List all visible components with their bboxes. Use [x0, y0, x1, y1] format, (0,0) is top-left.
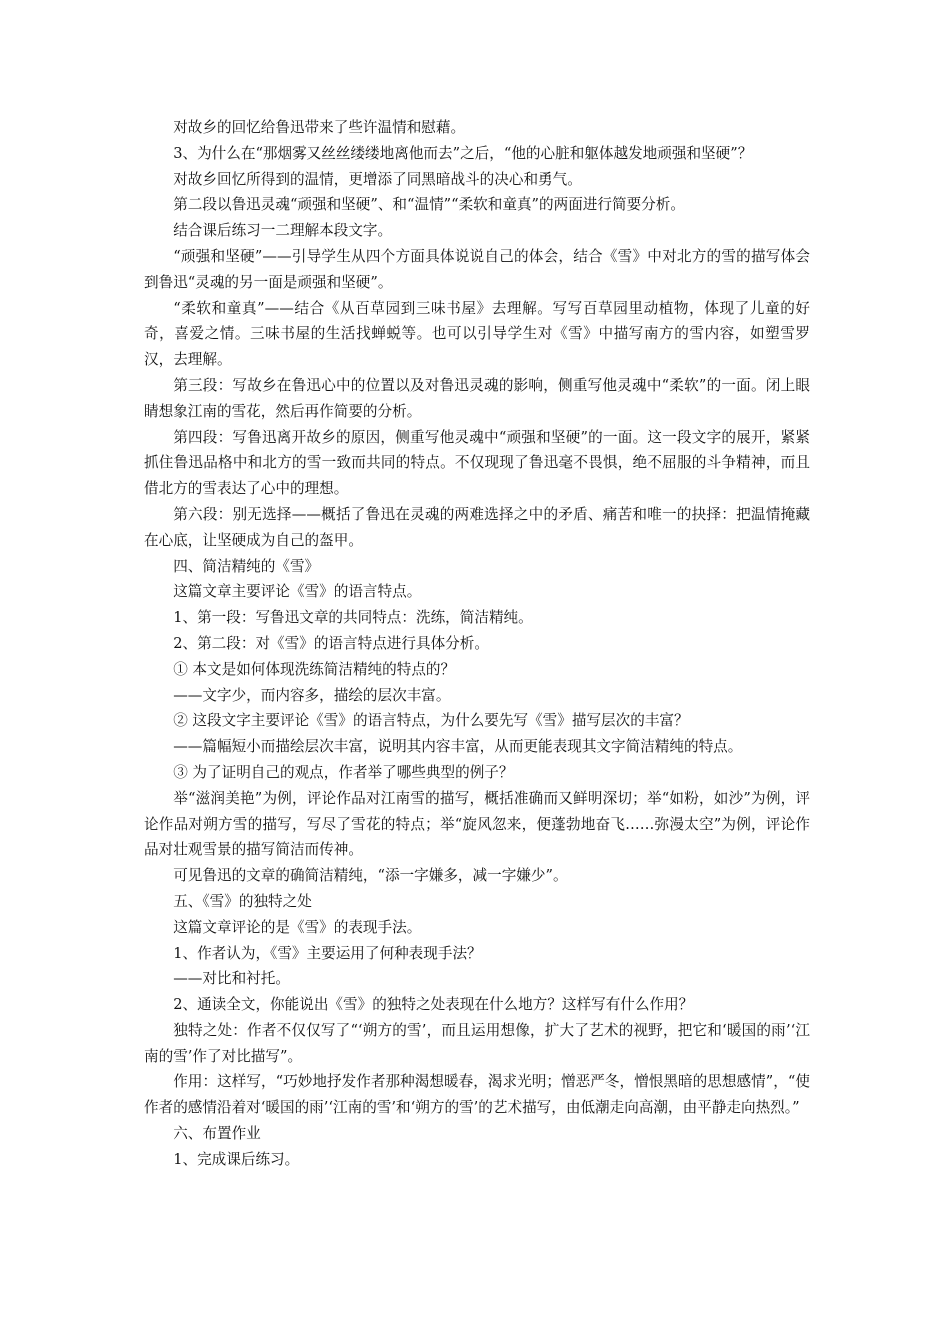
paragraph: 第四段：写鲁迅离开故乡的原因，侧重写他灵魂中“顽强和坚硬”的一面。这一段文字的展开，紧紧抓住鲁迅品格中和北方的雪一致而共同的特点。不仅现现了鲁迅毫不畏惧，绝不屈服的斗争精神，而且借北方的雪表达了心中的理想。 — [144, 428, 810, 498]
answer: ——对比和衬托。 — [173, 970, 290, 988]
question: ① 本文是如何体现洗练简洁精纯的特点的？ — [173, 660, 456, 678]
question: ③ 为了证明自己的观点，作者举了哪些典型的例子？ — [173, 763, 514, 781]
paragraph: 第六段：别无选择——概括了鲁迅在灵魂的两难选择之中的矛盾、痛苦和唯一的抉择：把温情掩藏在心底，让坚硬成为自己的盔甲。 — [144, 505, 810, 549]
paragraph: 1、第一段：写鲁迅文章的共同特点：洗练，简洁精纯。 — [173, 609, 533, 627]
paragraph: 对故乡的回忆给鲁迅带来了些许温情和慰藉。 — [173, 119, 466, 136]
section-heading: 四、简洁精纯的《雪》 — [173, 557, 320, 575]
paragraph: 对故乡回忆所得到的温情，更增添了同黑暗战斗的决心和勇气。 — [173, 170, 582, 188]
question: 1、作者认为，《雪》主要运用了何种表现手法？ — [173, 944, 482, 962]
question: ② 这段文字主要评论《雪》的语言特点，为什么要先写《雪》描写层次的丰富？ — [173, 712, 689, 730]
answer: 独特之处：作者不仅仅写了“‘朔方的雪’，而且运用想像，扩大了艺术的视野，把它和‘暖国的雨’‘江南的雪’作了对比描写”。 — [144, 1021, 810, 1065]
paragraph: “柔软和童真”——结合《从百草园到三味书屋》去理解。写写百草园里动植物，体现了儿童的好奇，喜爱之情。三味书屋的生活找蝉蜕等。也可以引导学生对《雪》中描写南方的雪内容，如塑雪罗汉，去理解。 — [144, 299, 810, 369]
paragraph: 这篇文章主要评论《雪》的语言特点。 — [173, 583, 422, 601]
paragraph: 2、第二段：对《雪》的语言特点进行具体分析。 — [173, 634, 489, 652]
section-heading: 六、布置作业 — [173, 1125, 261, 1143]
answer: ——篇幅短小而描绘层次丰富，说明其内容丰富，从而更能表现其文字简洁精纯的特点。 — [173, 738, 743, 756]
answer: 作用：这样写，“巧妙地抒发作者那种渴想暖春，渴求光明；憎恶严冬，憎恨黑暗的思想感情”，“使作者的感情沿着对‘暖国的雨’‘江南的雪’和‘朔方的雪’的艺术描写，由低潮走向高潮，由平静走向热烈。” — [144, 1073, 810, 1117]
question: 2、通读全文，你能说出《雪》的独特之处表现在什么地方？这样写有什么作用？ — [173, 996, 694, 1014]
paragraph: 结合课后练习一二理解本段文字。 — [173, 222, 393, 240]
paragraph: 这篇文章评论的是《雪》的表现手法。 — [173, 918, 422, 936]
answer: ——文字少，而内容多，描绘的层次丰富。 — [173, 686, 451, 704]
paragraph: 第二段以鲁迅灵魂“顽强和坚硬”、和“温情”“柔软和童真”的两面进行简要分析。 — [173, 196, 685, 214]
paragraph: 第三段：写故乡在鲁迅心中的位置以及对鲁迅灵魂的影响，侧重写他灵魂中“柔软”的一面。闭上眼睛想象江南的雪花，然后再作简要的分析。 — [144, 376, 810, 420]
paragraph: 3、为什么在“那烟雾又丝丝缕缕地离他而去”之后，“他的心脏和躯体越发地顽强和坚硬”？ — [173, 144, 753, 162]
paragraph: 1、完成课后练习。 — [173, 1150, 300, 1168]
answer: 举“滋润美艳”为例，评论作品对江南雪的描写，概括准确而又鲜明深切；举“如粉，如沙”为例，评论作品对朔方雪的描写，写尽了雪花的特点；举“旋风忽来，便蓬勃地奋飞……弥漫太空”为例，评论作品对壮观雪景的描写简洁而传神。 — [144, 789, 810, 859]
section-heading: 五、《雪》的独特之处 — [173, 892, 312, 910]
paragraph: “顽强和坚硬”——引导学生从四个方面具体说说自己的体会，结合《雪》中对北方的雪的描写体会到鲁迅“灵魂的另一面是顽强和坚硬”。 — [144, 247, 810, 291]
paragraph: 可见鲁迅的文章的确简洁精纯，“添一字嫌多，减一字嫌少”。 — [173, 867, 568, 885]
document-body — [144, 115, 810, 1173]
